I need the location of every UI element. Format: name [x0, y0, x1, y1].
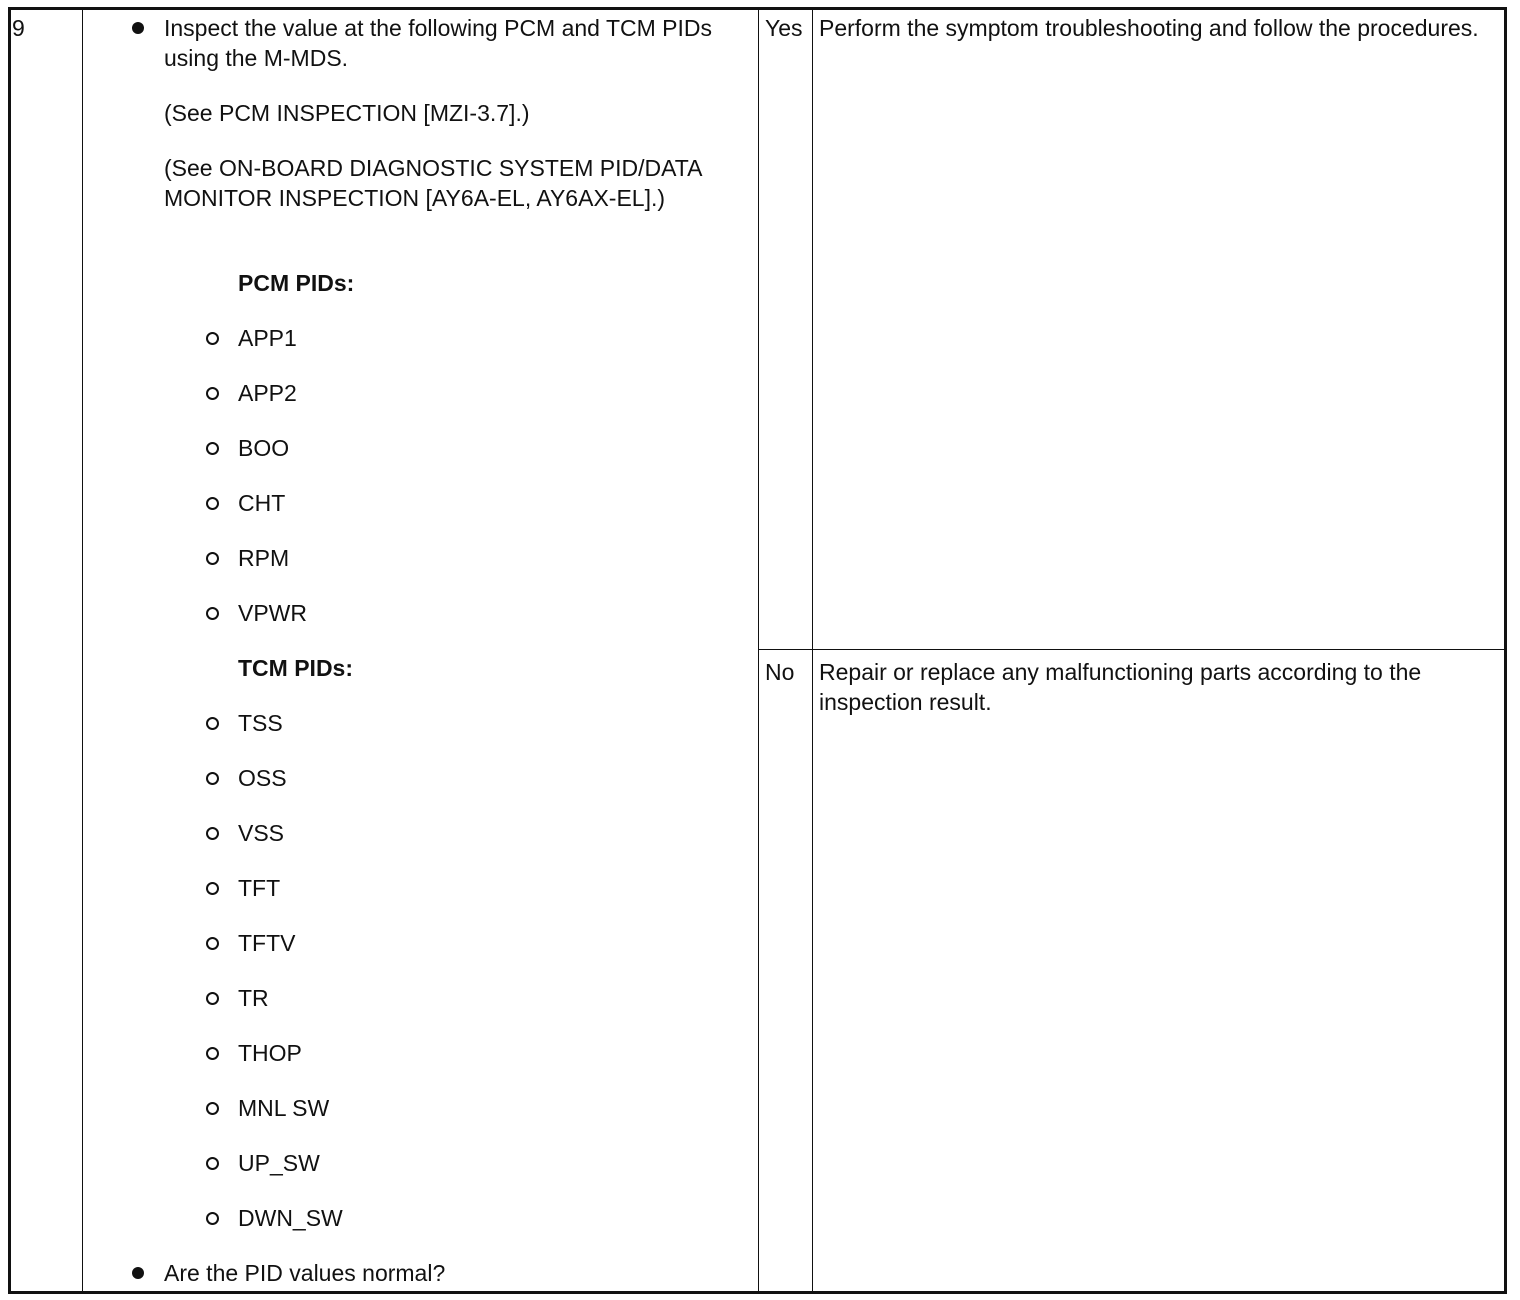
- pid-item: TSS: [238, 710, 283, 736]
- circle-bullet-icon: [206, 882, 219, 895]
- circle-bullet-icon: [206, 1212, 219, 1225]
- pid-item: UP_SW: [238, 1150, 320, 1176]
- column-divider-inspection: [758, 7, 759, 1294]
- circle-bullet-icon: [206, 992, 219, 1005]
- column-divider-step: [82, 7, 83, 1294]
- circle-bullet-icon: [206, 1047, 219, 1060]
- reference-obd-inspection: (See ON-BOARD DIAGNOSTIC SYSTEM PID/DATA MONITOR INSPECTION [AY6A-EL, AY6AX-EL].): [164, 155, 702, 211]
- pid-item: APP1: [238, 325, 297, 351]
- circle-bullet-icon: [206, 1157, 219, 1170]
- circle-bullet-icon: [206, 772, 219, 785]
- pid-item: MNL SW: [238, 1095, 330, 1121]
- row-divider-yes-no: [758, 649, 1507, 650]
- column-divider-result: [812, 7, 813, 1294]
- result-yes-label: Yes: [765, 15, 803, 41]
- reference-pcm-inspection: (See PCM INSPECTION [MZI-3.7].): [164, 100, 530, 126]
- pid-item: THOP: [238, 1040, 302, 1066]
- pid-item: OSS: [238, 765, 287, 791]
- step-number: 9: [12, 15, 25, 41]
- circle-bullet-icon: [206, 717, 219, 730]
- circle-bullet-icon: [206, 552, 219, 565]
- pid-item: APP2: [238, 380, 297, 406]
- pid-item: BOO: [238, 435, 290, 461]
- circle-bullet-icon: [206, 827, 219, 840]
- pid-item: TFTV: [238, 930, 296, 956]
- circle-bullet-icon: [206, 332, 219, 345]
- pid-item: VSS: [238, 820, 285, 846]
- tcm-pids-heading: TCM PIDs:: [238, 655, 353, 681]
- pid-item: TR: [238, 985, 269, 1011]
- circle-bullet-icon: [206, 497, 219, 510]
- circle-bullet-icon: [206, 937, 219, 950]
- inspection-intro: Inspect the value at the following PCM and TCM PIDs using the M-MDS.: [164, 15, 713, 71]
- bullet-icon: [132, 1267, 144, 1279]
- pid-item: DWN_SW: [238, 1205, 343, 1231]
- circle-bullet-icon: [206, 607, 219, 620]
- circle-bullet-icon: [206, 387, 219, 400]
- pid-item: VPWR: [238, 600, 307, 626]
- result-no-label: No: [765, 659, 795, 685]
- pid-item: CHT: [238, 490, 286, 516]
- result-no-action: Repair or replace any malfunctioning parts according to the inspection result.: [819, 659, 1422, 715]
- pid-item: RPM: [238, 545, 290, 571]
- circle-bullet-icon: [206, 442, 219, 455]
- result-yes-action: Perform the symptom troubleshooting and follow the procedures.: [819, 15, 1479, 41]
- pcm-pids-heading: PCM PIDs:: [238, 270, 355, 296]
- bullet-icon: [132, 22, 144, 34]
- inspection-question: Are the PID values normal?: [164, 1260, 446, 1286]
- circle-bullet-icon: [206, 1102, 219, 1115]
- pid-item: TFT: [238, 875, 281, 901]
